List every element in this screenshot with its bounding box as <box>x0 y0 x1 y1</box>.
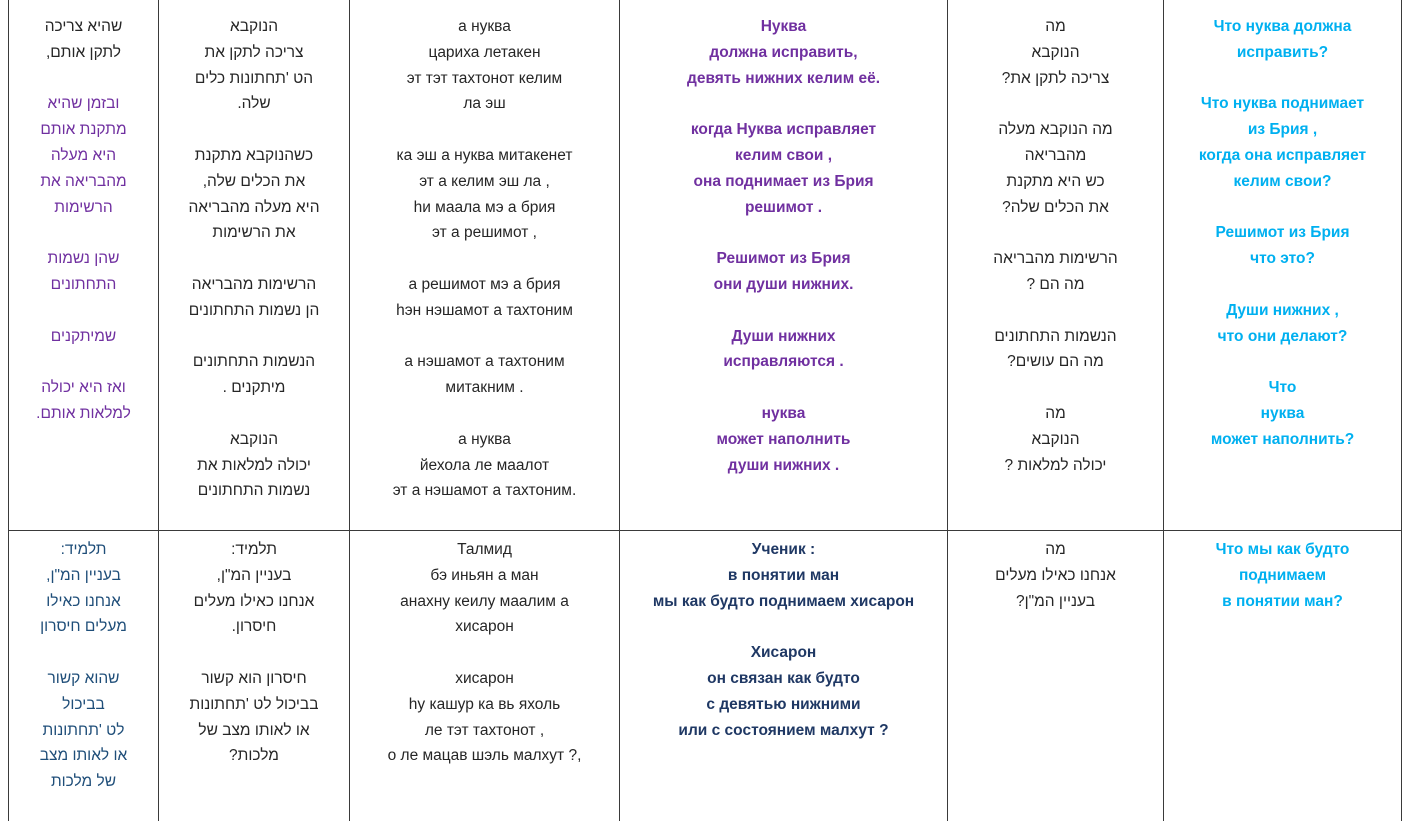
text-line: יכולה למלאות את <box>197 456 311 474</box>
text-block <box>1170 537 1395 614</box>
text-block <box>954 246 1157 298</box>
text-line: מהבריאה <box>1024 146 1087 164</box>
text-block <box>954 117 1157 220</box>
text-line: хисарон <box>455 669 514 687</box>
text-block <box>356 666 613 769</box>
text-line: она поднимает из Брия <box>693 172 874 190</box>
text-line: בעניין המ"ן, <box>46 566 121 584</box>
text-block <box>1170 91 1395 194</box>
text-line: בעניין המ"ן? <box>1015 592 1096 610</box>
cell-he-question-2 <box>948 530 1164 820</box>
text-line: לתקן אותם, <box>45 43 122 61</box>
text-line: היא מעלה <box>50 146 117 164</box>
text-block <box>356 349 613 401</box>
text-block <box>356 14 613 117</box>
text-line: Души нижних <box>731 327 836 345</box>
table-row <box>9 0 1402 530</box>
text-block <box>15 375 152 427</box>
text-line: מה הם ? <box>1026 275 1085 293</box>
text-line: בביכול לט 'תחתונות <box>189 695 319 713</box>
text-line: ובזמן שהיא <box>47 95 120 113</box>
text-line: או לאותו מצב של <box>198 721 310 739</box>
text-line: или с состоянием малхут ? <box>678 721 889 739</box>
text-line: כש היא מתקנת <box>1006 172 1105 190</box>
text-line: души нижних . <box>727 456 840 474</box>
text-line: ла эш <box>463 95 506 113</box>
text-line: מה <box>1045 18 1066 35</box>
text-line: מה הם עושים? <box>1007 353 1104 371</box>
text-line: эт а нэшамот а тахтоним. <box>392 482 577 500</box>
text-block <box>626 117 941 220</box>
text-block <box>1170 14 1395 66</box>
text-line: хисарон <box>455 618 514 636</box>
text-line: התחתונים <box>50 275 117 293</box>
text-line: הנוקבא <box>229 430 279 448</box>
text-line: Что нуква должна <box>1213 18 1352 35</box>
text-line: исправляются . <box>723 353 844 371</box>
table-body <box>9 0 1402 821</box>
text-line: исправить? <box>1236 43 1329 61</box>
text-line: Нуква <box>760 18 807 35</box>
cell-ru-answer-2 <box>620 530 948 820</box>
translation-table <box>8 0 1402 821</box>
text-line: эт тэт тахтонот келим <box>406 69 563 87</box>
text-line: צריכה לתקן את? <box>1001 69 1110 87</box>
text-line: למלאות אותם. <box>36 404 131 422</box>
text-line: а нуква <box>458 430 511 448</box>
text-block <box>15 324 152 350</box>
text-line: hу кашур ка вь яхоль <box>408 695 561 713</box>
text-block <box>626 324 941 376</box>
cell-translit-answer-2 <box>350 530 620 820</box>
text-line: מה הנוקבא מעלה <box>998 121 1113 139</box>
text-line: מה <box>1045 540 1066 558</box>
text-line: нуква <box>761 404 806 422</box>
text-line: Ученик : <box>751 540 816 558</box>
text-block <box>356 272 613 324</box>
text-line: когда она исправляет <box>1198 146 1367 164</box>
text-line: нуква <box>1260 404 1305 422</box>
text-line: с девятью нижними <box>706 695 861 713</box>
cell-he-summary <box>9 0 159 530</box>
text-line: הן נשמות התחתונים <box>188 301 320 319</box>
text-line: ле тэт тахтонот , <box>424 721 545 739</box>
text-line: בעניין המ"ן, <box>216 566 292 584</box>
text-line: אנחנו כאילו <box>46 592 121 610</box>
table-row <box>9 530 1402 820</box>
text-line: Хисарон <box>750 644 817 662</box>
text-line: כשהנוקבא מתקנת <box>194 146 314 164</box>
text-block <box>356 143 613 246</box>
text-line: שהיא צריכה <box>44 18 123 35</box>
text-block <box>15 666 152 795</box>
cell-he-summary-2 <box>9 530 159 820</box>
text-line: נשמות התחתונים <box>197 482 311 500</box>
text-line: יכולה למלאות ? <box>1004 456 1107 474</box>
text-block <box>954 324 1157 376</box>
text-line: а нэшамот а тахтоним <box>404 353 565 371</box>
text-line: שהן נשמות <box>47 250 120 268</box>
text-line: חיסרון הוא קשור <box>201 669 307 687</box>
text-line: בביכול <box>62 695 105 713</box>
text-block <box>15 246 152 298</box>
text-line: бэ иньян а ман <box>430 566 539 584</box>
text-block <box>356 537 613 640</box>
cell-he-answer-2 <box>159 530 350 820</box>
text-line: йехола ле маалот <box>419 456 550 474</box>
text-line: из Брия , <box>1247 121 1318 139</box>
text-line: должна исправить, <box>709 43 858 61</box>
text-line: может наполнить? <box>1210 430 1355 448</box>
text-line: Решимот из Брия <box>716 250 851 268</box>
text-block <box>15 91 152 220</box>
cell-ru-answer <box>620 0 948 530</box>
text-line: цариха летакен <box>428 43 541 61</box>
text-line: חיסרון. <box>231 618 277 636</box>
text-line: келим свои , <box>734 146 833 164</box>
text-line: מה <box>1045 404 1066 422</box>
text-line: Талмид <box>457 540 512 558</box>
text-line: Что нуква поднимает <box>1200 95 1365 113</box>
text-line: שהוא קשור <box>47 669 120 687</box>
text-line: они души нижних. <box>713 275 854 293</box>
text-line: אנחנו כאילו מעלים <box>193 592 315 610</box>
text-line: Что мы как будто <box>1215 540 1350 558</box>
text-line: в понятии ман <box>727 566 840 584</box>
text-block <box>626 14 941 91</box>
text-line: מתקנת אותם <box>40 121 127 139</box>
text-block <box>626 640 941 743</box>
text-line: ка эш а нуква митакенет <box>396 146 573 164</box>
text-line: הנשמות התחתונים <box>994 327 1117 345</box>
cell-translit-answer <box>350 0 620 530</box>
text-line: היא מעלה מהבריאה <box>188 198 320 216</box>
text-block <box>165 666 343 769</box>
text-line: מעלים חיסרון <box>40 618 127 636</box>
text-line: ואז היא יכולה <box>41 379 126 397</box>
text-block <box>356 427 613 504</box>
text-line: תלמיד: <box>231 540 277 558</box>
text-line: hэн нэшамот а тахтоним <box>396 301 573 319</box>
text-line: תלמיד: <box>60 540 107 558</box>
text-line: צריכה לתקן את <box>204 43 304 61</box>
text-line: эт а решимот , <box>432 224 537 242</box>
text-block <box>165 349 343 401</box>
text-block <box>165 143 343 246</box>
text-line: הנוקבא <box>1031 430 1080 448</box>
text-line: הנוקבא <box>1031 43 1080 61</box>
text-line: או לאותו מצב <box>39 747 128 765</box>
text-block <box>165 427 343 504</box>
text-line: שלה. <box>237 95 271 113</box>
text-line: הרשימות מהבריאה <box>993 250 1118 268</box>
text-line: מהבריאה את <box>40 172 127 190</box>
text-line: о ле мацав шэль малхут ?, <box>387 747 582 765</box>
cell-he-question <box>948 0 1164 530</box>
text-line: הרשימות <box>54 198 113 216</box>
text-line: когда Нуква исправляет <box>690 121 877 139</box>
text-line: הנשמות התחתונים <box>192 353 316 371</box>
text-block <box>165 14 343 117</box>
text-line: מלכות? <box>229 747 279 765</box>
text-block <box>1170 375 1395 452</box>
text-line: Решимот из Брия <box>1215 224 1350 242</box>
text-block <box>1170 298 1395 350</box>
text-block <box>165 537 343 640</box>
text-block <box>626 246 941 298</box>
text-line: Что <box>1268 379 1297 397</box>
text-line: что они делают? <box>1217 327 1348 345</box>
text-line: мы как будто поднимаем хисарон <box>652 592 915 610</box>
text-block <box>954 14 1157 91</box>
text-line: שמיתקנים <box>50 327 117 345</box>
text-block <box>626 401 941 478</box>
text-line: поднимаем <box>1238 566 1327 584</box>
cell-ru-question <box>1164 0 1402 530</box>
text-line: девять нижних келим её. <box>686 69 881 87</box>
text-line: в понятии ман? <box>1222 592 1343 610</box>
text-block <box>15 14 152 66</box>
text-line: אנחנו כאילו מעלים <box>995 566 1116 584</box>
cell-he-answer <box>159 0 350 530</box>
text-line: את הכלים שלה, <box>202 172 306 190</box>
text-line: הרשימות מהבריאה <box>191 275 317 293</box>
cell-ru-question-2 <box>1164 530 1402 820</box>
text-line: что это? <box>1250 250 1315 268</box>
text-line: эт а келим эш ла , <box>419 172 550 190</box>
text-line: Души нижних , <box>1226 301 1339 319</box>
text-block <box>165 272 343 324</box>
text-line: решимот . <box>744 198 823 216</box>
text-line: митакним . <box>445 379 524 397</box>
text-line: он связан как будто <box>707 669 860 687</box>
text-line: келим свои? <box>1233 172 1332 190</box>
text-line: את הרשימות <box>212 224 296 242</box>
text-line: של מלכות <box>50 773 117 791</box>
text-block <box>954 537 1157 614</box>
text-line: הנוקבא <box>229 18 279 35</box>
text-line: את הכלים שלה? <box>1002 198 1109 216</box>
text-block <box>15 537 152 640</box>
text-block <box>1170 220 1395 272</box>
text-block <box>954 401 1157 478</box>
text-line: а решимот мэ а брия <box>408 275 561 293</box>
text-line: hи маала мэ а брия <box>413 198 556 216</box>
text-line: может наполнить <box>716 430 851 448</box>
text-block <box>626 537 941 614</box>
text-line: הט 'תחתונות כלים <box>194 69 314 87</box>
text-line: מיתקנים . <box>222 379 286 397</box>
text-line: анахну кеилу маалим а <box>400 592 569 610</box>
text-line: а нуква <box>458 18 511 35</box>
text-line: לט 'תחתונות <box>42 721 125 739</box>
